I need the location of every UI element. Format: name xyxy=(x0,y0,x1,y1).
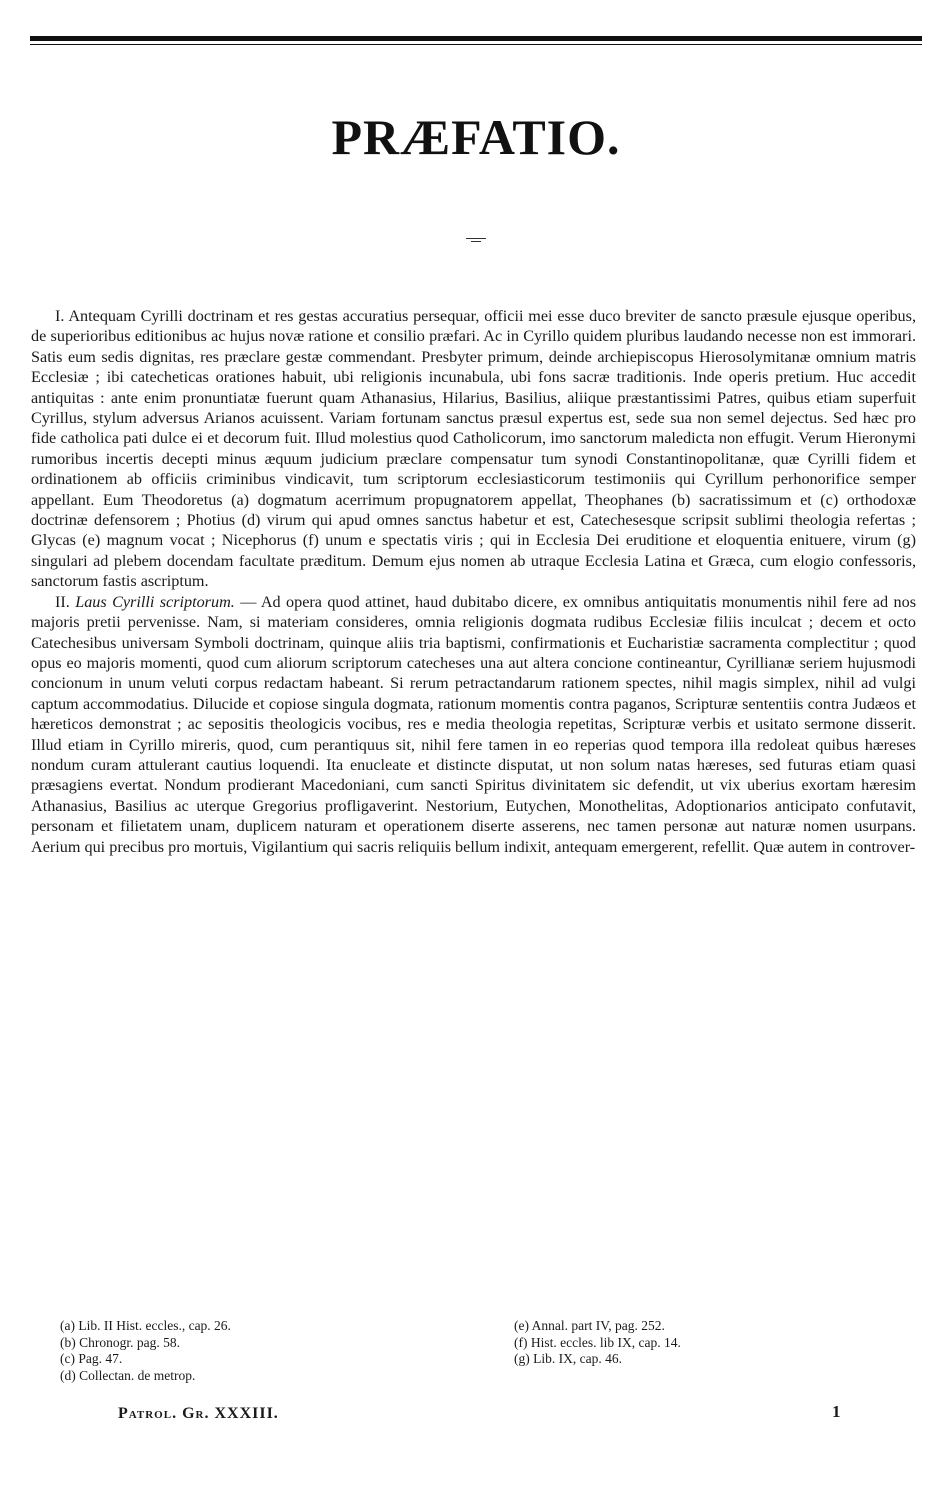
footnote: (g) Lib. IX, cap. 46. xyxy=(514,1351,622,1366)
top-rule-thick xyxy=(30,36,922,41)
footnotes-left xyxy=(60,1318,460,1384)
footnote: (d) Collectan. de metrop. xyxy=(60,1367,196,1383)
paragraph-2 xyxy=(31,592,916,857)
paragraph-2-number: II. xyxy=(55,592,70,611)
footnote: (a) Lib. II Hist. eccles., cap. 26. xyxy=(60,1318,231,1333)
body-text xyxy=(31,306,916,857)
footnote: (f) Hist. eccles. lib IX, cap. 14. xyxy=(514,1334,681,1350)
paragraph-2-heading: Laus Cyrilli scriptorum. xyxy=(75,592,235,611)
footnote: (b) Chronogr. pag. 58. xyxy=(60,1334,180,1350)
page-title: PRÆFATIO. xyxy=(331,109,621,165)
title-ornament xyxy=(466,238,486,239)
footnotes-right xyxy=(514,1318,914,1368)
footnote: (c) Pag. 47. xyxy=(60,1351,123,1366)
page-number: 1 xyxy=(832,1402,841,1421)
footnote: (e) Annal. part IV, pag. 252. xyxy=(514,1318,665,1333)
signature-footer: Patrol. Gr. XXXIII. xyxy=(118,1405,279,1422)
top-rule-thin xyxy=(30,44,922,45)
paragraph-2-text: — Ad opera quod attinet, haud dubitabo dicere, ex omnibus antiquitatis monumentis nihil fere ad nos majoris pretii pervenisse. Nam, si materiam consideres, omnia religionis dogmata rudibus Ecclesiæ filiis inculcat ; decem et octo Catechesibus universam Symboli doctrinam, quinque aliis tria baptismi, confirmationis et Eucharistiæ sacramenta complectitur ; quod opus eo majoris momenti, quod cum aliorum scriptorum catecheses una aut altera concione contineantur, Cyrillianæ seriem hujusmodi concionum in unum veluti corpus redactam habeant. Si rerum petractandarum rationem spectes, nihil magis simplex, nihil ad vulgi captum accommodatius. Dilucide et copiose singula dogmata, rationum momentis contra paganos, Scripturæ sententiis contra Judæos et hæreticos demonstrat ; ac sepositis theologicis vocibus, res e media theologia repetitas, Scripturæ verbis et usitato sermone disserit. Illud etiam in Cyrillo mireris, quod, cum perantiquus sit, nihil fere tamen in eo reperias quod tempora illa redoleat quibus hæreses nondum curam attulerant cautius loquendi. Ita enucleate et distincte disputat, ut non solum natas hæreses, sed futuras etiam quasi præsagiens evertat. Nondum prodierant Macedoniani, cum sancti Spiritus divinitatem sic defendit, ut vix uberius exortam hæresim Athanasius, Basilius ac uterque Gregorius profligaverint. Nestorium, Eutychen, Monothelitas, Adoptionarios anticipato confutavit, personam et filietatem unam, duplicem naturam et operationem diserte asserens, nec tamen personæ aut naturæ nomen usurpans. Aerium qui precibus pro mortuis, Vigilantium qui sacris reliquiis bellum indixit, antequam emergerent, refellit. Quæ autem in controver- xyxy=(31,592,916,856)
paragraph-1: I. Antequam Cyrilli doctrinam et res gestas accuratius persequar, officii mei esse duco breviter de sancto præsule ejusque operibus, de superioribus editionibus ac hujus novæ ratione et consilio præfari. Ac in Cyrillo quidem pluribus laudando necesse non est immorari. Satis eum sedis dignitas, res præclare gestæ commendant. Presbyter primum, deinde archiepiscopus Hierosolymitanæ omnium matris Ecclesiæ ; ibi catecheticas orationes habuit, ubi religionis incunabula, ubi fons sacræ traditionis. Inde operis pretium. Huc accedit antiquitas : ante enim pronuntiatæ fuerunt quam Athanasius, Hilarius, Basilius, aliique præstantissimi Patres, quibus etiam superfuit Cyrillus, stylum adversus Arianos acuissent. Variam fortunam sanctus præsul expertus est, sede sua non semel dejectus. Sed hæc pro fide catholica pati dulce ei et decorum fuit. Illud molestius quod Catholicorum, imo sanctorum maledicta non effugit. Verum Hieronymi rumoribus incertis decepti minus æquum judicium præclare compensatur tum synodi Constantinopolitanæ, quæ Cyrilli fidem et ordinationem ab officiis criminibus vindicavit, tum scriptorum ecclesiasticorum testimoniis qui Cyrillum perhonorifice semper appellant. Eum Theodoretus (a) dogmatum acerrimum propugnatorem appellat, Theophanes (b) sacratissimum et (c) orthodoxæ doctrinæ defensorem ; Photius (d) virum qui apud omnes sanctus habetur et est, Catechesesque scripsit sublimi theologia refertas ; Glycas (e) magnum vocat ; Nicephorus (f) unum e spectatis viris ; qui in Ecclesia Dei eruditione et eloquentia enituere, virum (g) singulari ad plebem docendam facultate præditum. Demum ejus nomen ab utraque Ecclesia Latina et Græca, cum elogio confessoris, sanctorum fastis ascriptum. xyxy=(31,307,916,591)
